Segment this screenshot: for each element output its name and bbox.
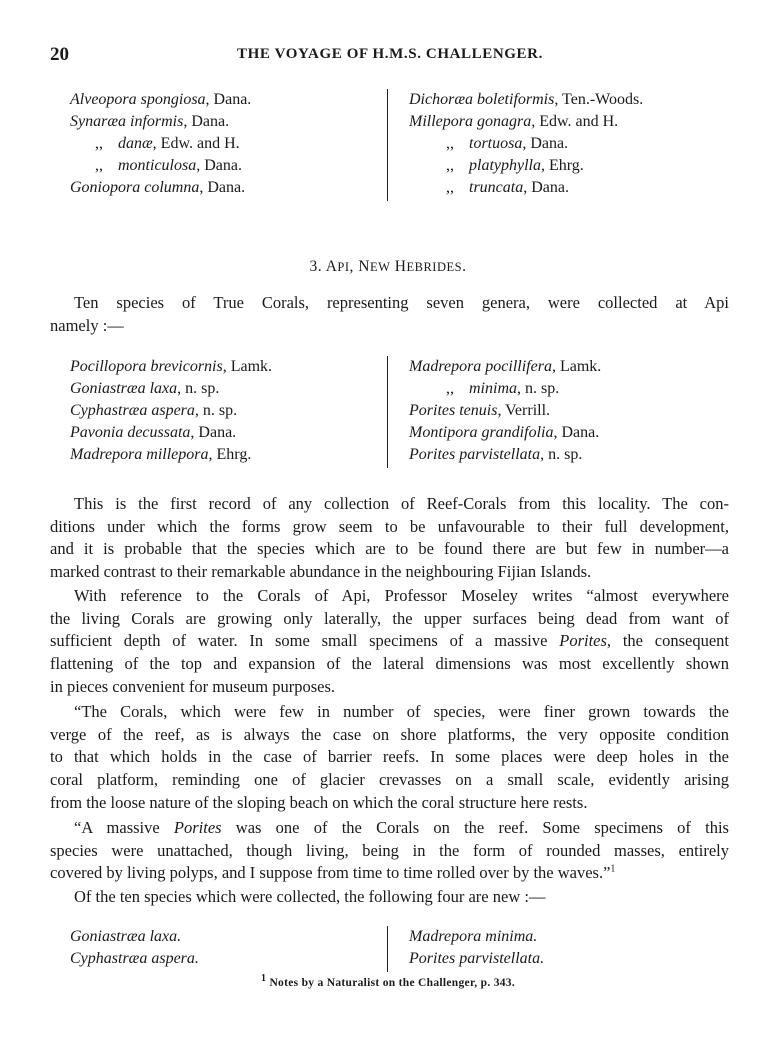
species-entry: Goniastræa laxa, n. sp.	[70, 380, 220, 397]
text-line: marked contrast to their remarkable abundance in the neighbouring Fijian Islands.	[50, 562, 592, 582]
species-entry: Millepora gonagra, Edw. and H.	[409, 113, 619, 130]
running-title: THE VOYAGE OF H.M.S. CHALLENGER.	[237, 46, 543, 62]
text-line: With reference to the Corals of Api, Professor Moseley writes “almost everywhere	[74, 586, 729, 605]
text-line: to that which holds in the case of barrier reefs. In some places were deep holes in the	[50, 747, 729, 767]
text-line: covered by living polyps, and I suppose from time to time rolled over by the waves.”$^1$	[50, 863, 616, 883]
column-divider	[387, 356, 388, 468]
species-entry: ,, danæ, Edw. and H.	[95, 135, 240, 152]
text-line: Of the ten species which were collected, the following four are new :—	[74, 887, 546, 906]
footnote-marker: 1	[260, 973, 267, 985]
text-line: ditions under which the forms grow seem to be unfavourable to their full development,	[50, 516, 729, 536]
species-list-new	[70, 926, 730, 972]
species-entry: Pavonia decussata, Dana.	[70, 424, 237, 441]
species-entry: Porites tenuis, Verrill.	[409, 402, 551, 419]
text-line: from the loose nature of the sloping beach on which the coral structure here rests.	[50, 792, 588, 812]
footnote-reference: 1	[610, 863, 616, 875]
text-line: and it is probable that the species which are to be found there are but few in number—a	[50, 539, 729, 559]
species-column-right	[409, 356, 601, 466]
text-line: verge of the reef, as is always the case on shore platforms, the very opposite condition	[50, 724, 729, 744]
species-entry: ,, platyphylla, Ehrg.	[446, 157, 584, 174]
species-entry: Madrepora pocillifera, Lamk.	[409, 358, 602, 375]
column-divider	[387, 89, 388, 201]
body-paragraph	[50, 585, 729, 698]
text-line: the living Corals are growing only laterally, the upper surfaces being dead from want of	[50, 608, 729, 628]
species-entry: Goniopora columna, Dana.	[70, 179, 246, 196]
species-entry: ,, minima, n. sp.	[446, 380, 560, 397]
text-line: flattening of the top and expansion of the lateral dimensions was most excellently shown	[50, 654, 729, 674]
body-paragraph	[50, 493, 729, 584]
footnote: $^1$ Notes by a Naturalist on the Challenger, p. 343.	[260, 973, 516, 989]
species-entry: Cyphastræa aspera.	[70, 950, 199, 967]
text-line: sufficient depth of water. In some small specimens of a massive Porites, the consequent	[50, 631, 729, 651]
species-entry: ,, tortuosa, Dana.	[446, 135, 569, 152]
species-entry: Dichoræa boletiformis, Ten.-Woods.	[409, 91, 644, 108]
species-list-top	[70, 89, 730, 199]
species-entry: ,, monticulosa, Dana.	[95, 157, 242, 174]
species-entry: Madrepora minima.	[409, 928, 538, 945]
text-line: namely :—	[50, 315, 124, 335]
body-paragraph	[50, 817, 729, 885]
species-entry: Goniastræa laxa.	[70, 928, 182, 945]
column-divider	[387, 926, 388, 972]
intro-paragraph	[50, 292, 729, 337]
section-heading: 3. API, NEW HEBRIDES.	[309, 258, 467, 275]
text-line: coral platform, reminding one of glacier crevasses on a small scale, evidently arising	[50, 770, 729, 790]
text-line: in pieces convenient for museum purposes.	[50, 676, 336, 696]
page-number: 20	[50, 44, 69, 65]
species-column-right	[409, 89, 643, 199]
species-entry: Montipora grandifolia, Dana.	[409, 424, 600, 441]
species-column-right	[409, 926, 544, 970]
species-entry: ,, truncata, Dana.	[446, 179, 569, 196]
species-entry: Alveopora spongiosa, Dana.	[70, 91, 252, 108]
species-column-left	[70, 89, 251, 199]
species-column-left	[70, 926, 199, 970]
species-entry: Pocillopora brevicornis, Lamk.	[70, 358, 273, 375]
text-line: This is the first record of any collection of Reef-Corals from this locality. The con-	[74, 494, 729, 513]
species-entry: Cyphastræa aspera, n. sp.	[70, 402, 238, 419]
species-entry: Porites parvistellata.	[409, 950, 545, 967]
species-entry: Madrepora millepora, Ehrg.	[70, 446, 252, 463]
species-entry: Synaræa informis, Dana.	[70, 113, 230, 130]
text-line: Ten species of True Corals, representing seven genera, were collected at Api	[74, 293, 729, 312]
text-line: “The Corals, which were few in number of species, were finer grown towards the	[74, 702, 729, 721]
body-paragraph	[50, 886, 729, 909]
species-entry: Porites parvistellata, n. sp.	[409, 446, 583, 463]
species-column-left	[70, 356, 272, 466]
text-line: “A massive Porites was one of the Corals on the reef. Some specimens of this	[74, 818, 729, 837]
body-paragraph	[50, 701, 729, 814]
page-header	[50, 44, 730, 68]
species-list-api	[70, 356, 730, 468]
text-line: species were unattached, though living, being in the form of rounded masses, entirely	[50, 840, 729, 860]
